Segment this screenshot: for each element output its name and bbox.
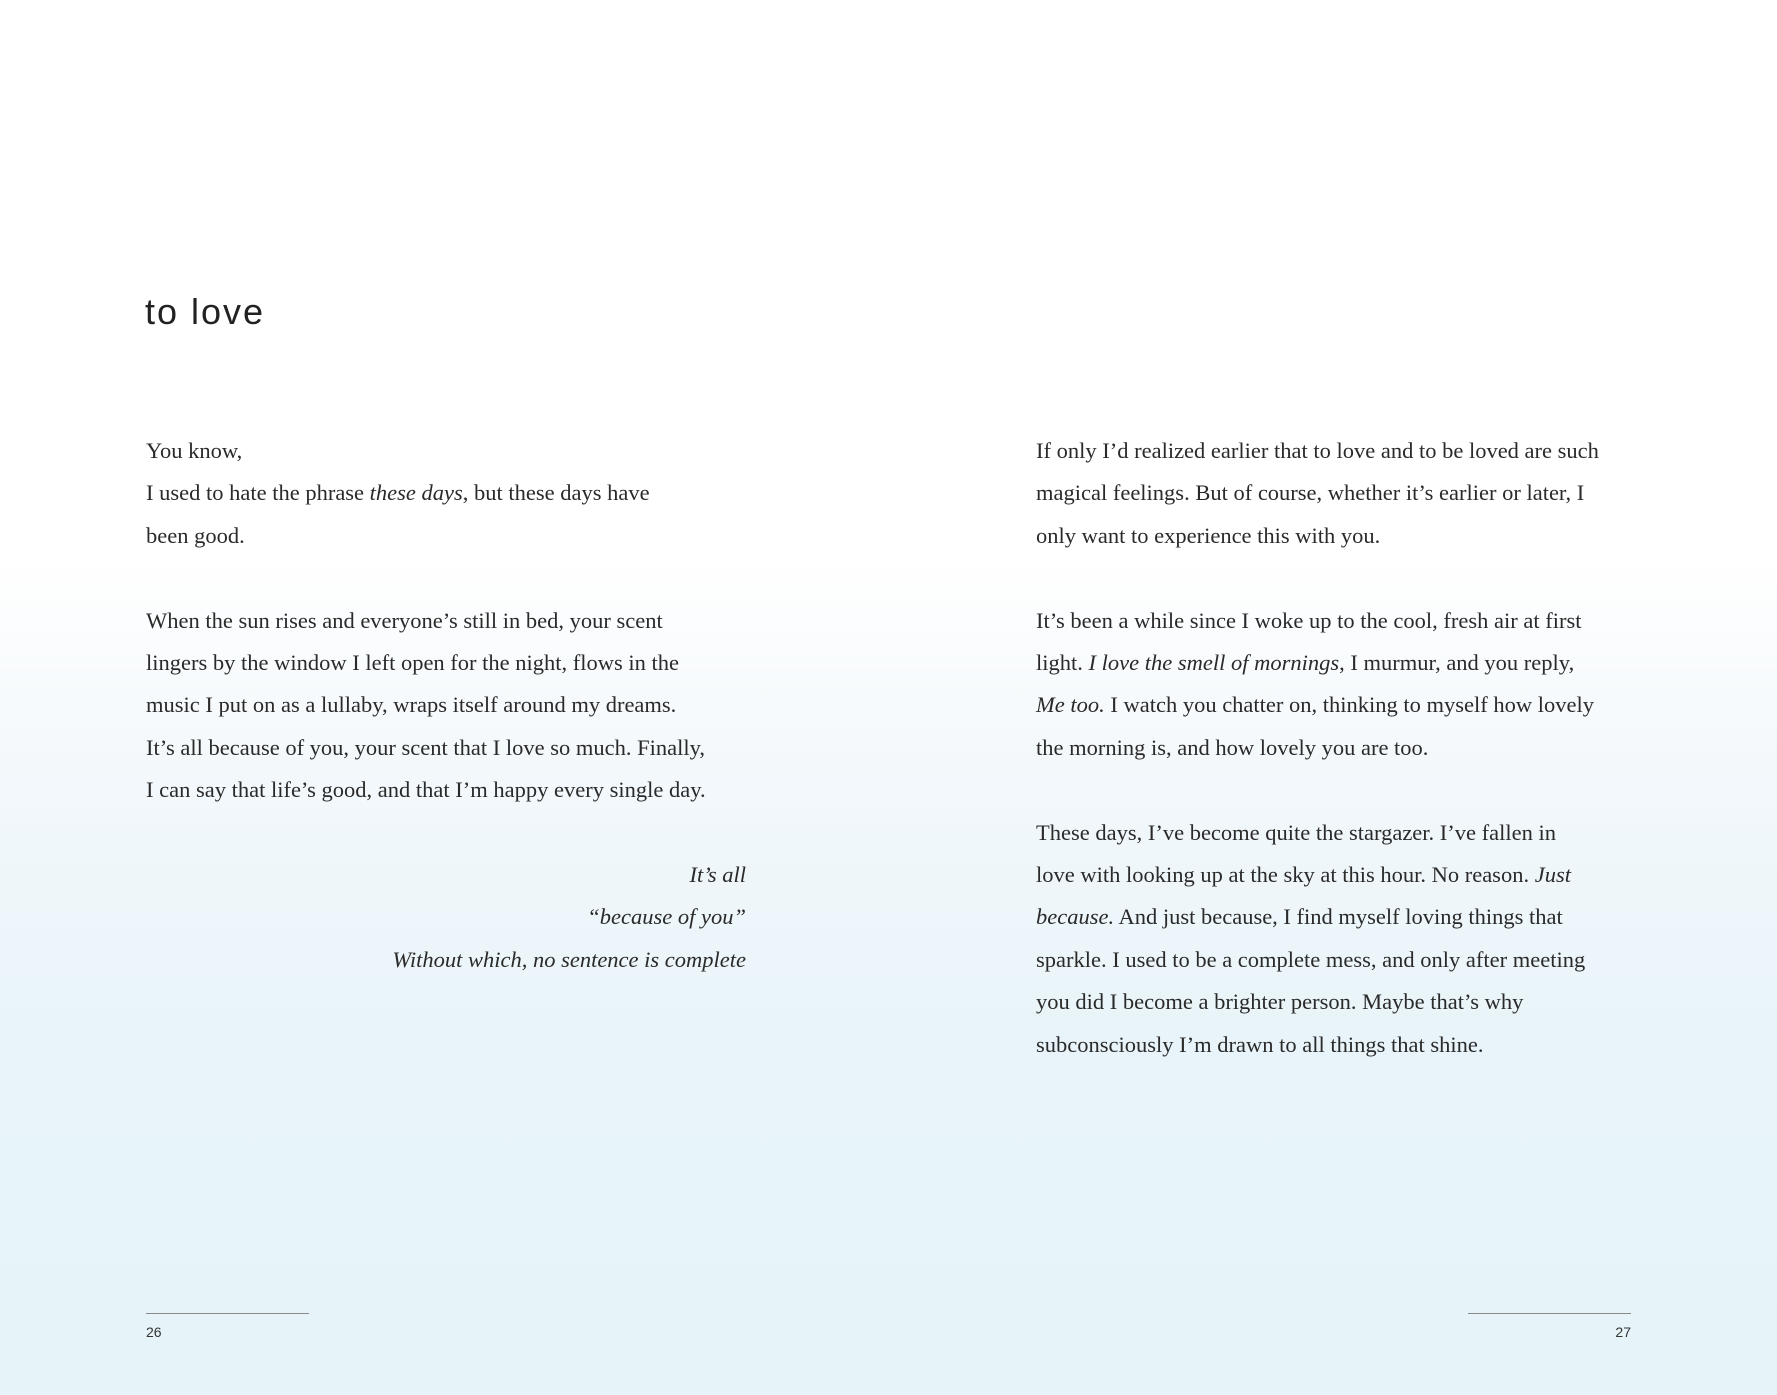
page-number-left: 26 <box>146 1324 162 1340</box>
italic-run: Just <box>1534 862 1571 888</box>
verse-line: Without which, no sentence is complete <box>392 946 746 972</box>
text-run: , I murmur, and you reply, <box>1339 650 1575 676</box>
text-line: sparkle. I used to be a complete mess, and only after meeting <box>1036 946 1586 972</box>
paragraph <box>146 430 746 557</box>
text-line: I can say that life’s good, and that I’m happy every single day. <box>146 777 706 803</box>
paragraph <box>146 600 746 812</box>
text-run: I used to hate the phrase <box>146 480 370 506</box>
paragraph <box>1036 600 1656 770</box>
text-line <box>1036 854 1656 896</box>
text-line <box>146 472 746 514</box>
text-line <box>1036 642 1656 684</box>
text-line: the morning is, and how lovely you are too. <box>1036 734 1429 760</box>
text-line: It’s all because of you, your scent that I love so much. Finally, <box>146 734 706 760</box>
text-run: , but these days have <box>462 480 650 506</box>
text-line: When the sun rises and everyone’s still in bed, your scent <box>146 607 663 633</box>
text-line: only want to experience this with you. <box>1036 522 1381 548</box>
verse-line: It’s all <box>689 862 746 888</box>
text-line: subconsciously I’m drawn to all things that shine. <box>1036 1031 1484 1057</box>
italic-run: Me too. <box>1036 692 1105 718</box>
right-page-column <box>1036 430 1656 1108</box>
text-line: you did I become a brighter person. Maybe that’s why <box>1036 989 1524 1015</box>
text-line <box>1036 896 1656 938</box>
text-line: It’s been a while since I woke up to the cool, fresh air at first <box>1036 607 1582 633</box>
text-run: love with looking up at the sky at this hour. No reason. <box>1036 862 1535 888</box>
text-line: These days, I’ve become quite the stargazer. I’ve fallen in <box>1036 819 1556 845</box>
chapter-title: to love <box>145 291 266 332</box>
text-line <box>1036 684 1656 726</box>
text-line: magical feelings. But of course, whether it’s earlier or later, I <box>1036 480 1585 506</box>
paragraph <box>1036 812 1656 1066</box>
text-line: been good. <box>146 522 245 548</box>
text-line: If only I’d realized earlier that to love and to be loved are such <box>1036 438 1599 463</box>
verse-line: “because of you” <box>587 904 746 930</box>
text-run: I watch you chatter on, thinking to myself how lovely <box>1104 692 1595 718</box>
page-number-right: 27 <box>1615 1324 1631 1340</box>
italic-run: because. <box>1036 904 1115 930</box>
italic-run: I love the smell of mornings <box>1088 650 1340 676</box>
italic-run: these days <box>369 480 463 506</box>
italic-verse <box>146 854 746 981</box>
text-line: music I put on as a lullaby, wraps itself around my dreams. <box>146 692 677 718</box>
footer-rule-left <box>146 1313 309 1314</box>
footer-rule-right <box>1468 1313 1631 1314</box>
text-run: light. <box>1036 650 1089 676</box>
paragraph <box>1036 430 1656 557</box>
text-line: You know, <box>146 438 243 463</box>
text-line: lingers by the window I left open for the night, flows in the <box>146 650 680 676</box>
text-run: And just because, I find myself loving things that <box>1114 904 1563 930</box>
left-page-column <box>146 430 746 981</box>
